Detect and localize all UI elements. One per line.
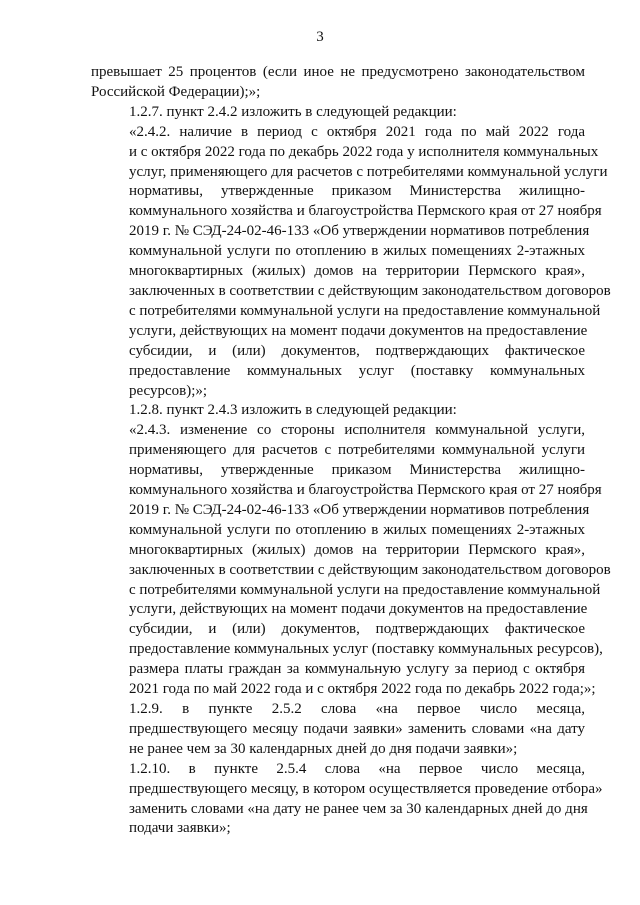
text-line: и с октября 2022 года по декабрь 2022 года у исполнителя коммунальных	[129, 143, 599, 160]
text-line: предоставление коммунальных услуг (поставку коммунальных ресурсов),	[129, 641, 603, 658]
text-line: коммунального хозяйства и благоустройства Пермского края от 27 ноября	[129, 203, 602, 220]
text-line: заключенных в соответствии с действующим законодательством договоров	[129, 282, 611, 299]
text-line: субсидии, и (или) документов, подтверждающих фактическое	[129, 621, 585, 638]
text-line: подачи заявки»;	[129, 820, 231, 837]
text-line: 2019 г. № СЭД-24-02-46-133 «Об утверждении нормативов потребления	[129, 501, 590, 518]
document-body	[91, 63, 611, 839]
text-line: заключенных в соответствии с действующим законодательством договоров	[129, 561, 611, 578]
paragraph	[91, 760, 603, 840]
text-line: коммунальной услуги по отоплению в жилых помещениях 2-этажных	[129, 521, 585, 538]
text-line: ресурсов);»;	[129, 382, 208, 399]
paragraph	[91, 421, 611, 700]
text-line: услуги, действующих на момент подачи документов на предоставление	[129, 601, 588, 618]
text-line: 1.2.7. пункт 2.4.2 изложить в следующей редакции:	[129, 103, 457, 120]
text-line: предоставление коммунальных услуг (поставку коммунальных	[129, 362, 585, 379]
text-line: «2.4.2. наличие в период с октября 2021 года по май 2022 года	[129, 123, 585, 140]
text-line: 1.2.8. пункт 2.4.3 изложить в следующей редакции:	[129, 402, 457, 419]
paragraph	[91, 103, 585, 123]
paragraph	[91, 700, 585, 760]
text-line: заменить словами «на дату не ранее чем за 30 календарных дней до дня	[129, 800, 588, 817]
paragraph	[91, 123, 611, 402]
text-line: услуги, действующих на момент подачи документов на предоставление	[129, 322, 588, 339]
text-line: нормативы, утвержденные приказом Министерства жилищно-	[129, 462, 585, 479]
text-line: коммунальной услуги по отоплению в жилых помещениях 2-этажных	[129, 243, 585, 260]
text-line: предшествующего месяцу, в котором осуществляется проведение отбора»	[129, 780, 603, 797]
text-line: 1.2.9. в пункте 2.5.2 слова «на первое число месяца,	[129, 701, 585, 717]
text-line: предшествующего месяцу подачи заявки» заменить словами «на дату	[129, 720, 585, 737]
text-line: применяющего для расчетов с потребителями коммунальной услуги	[129, 442, 585, 459]
paragraph	[91, 401, 585, 421]
text-line: многоквартирных (жилых) домов на территории Пермского края»,	[129, 263, 585, 280]
text-line: услуг, применяющего для расчетов с потребителями коммунальной услуги	[129, 163, 608, 180]
text-line: не ранее чем за 30 календарных дней до дня подачи заявки»;	[129, 740, 518, 757]
text-line: 2019 г. № СЭД-24-02-46-133 «Об утверждении нормативов потребления	[129, 223, 590, 240]
text-line: нормативы, утвержденные приказом Министерства жилищно-	[129, 183, 585, 200]
text-line: Российской Федерации);»;	[91, 83, 261, 100]
text-line: коммунального хозяйства и благоустройства Пермского края от 27 ноября	[129, 482, 602, 499]
paragraph	[91, 63, 585, 103]
text-line: с потребителями коммунальной услуги на предоставление коммунальной	[129, 302, 601, 319]
text-line: многоквартирных (жилых) домов на территории Пермского края»,	[129, 541, 585, 558]
text-line: превышает 25 процентов (если иное не предусмотрено законодательством	[91, 64, 585, 80]
text-line: 2021 года по май 2022 года и с октября 2022 года по декабрь 2022 года;»;	[129, 681, 596, 698]
page-number: 3	[316, 29, 324, 45]
text-line: размера платы граждан за коммунальную услугу за период с октября	[129, 661, 585, 678]
text-line: 1.2.10. в пункте 2.5.4 слова «на первое число месяца,	[129, 760, 585, 777]
text-line: с потребителями коммунальной услуги на предоставление коммунальной	[129, 581, 601, 598]
text-line: субсидии, и (или) документов, подтверждающих фактическое	[129, 342, 585, 359]
text-line: «2.4.3. изменение со стороны исполнителя коммунальной услуги,	[129, 422, 585, 439]
